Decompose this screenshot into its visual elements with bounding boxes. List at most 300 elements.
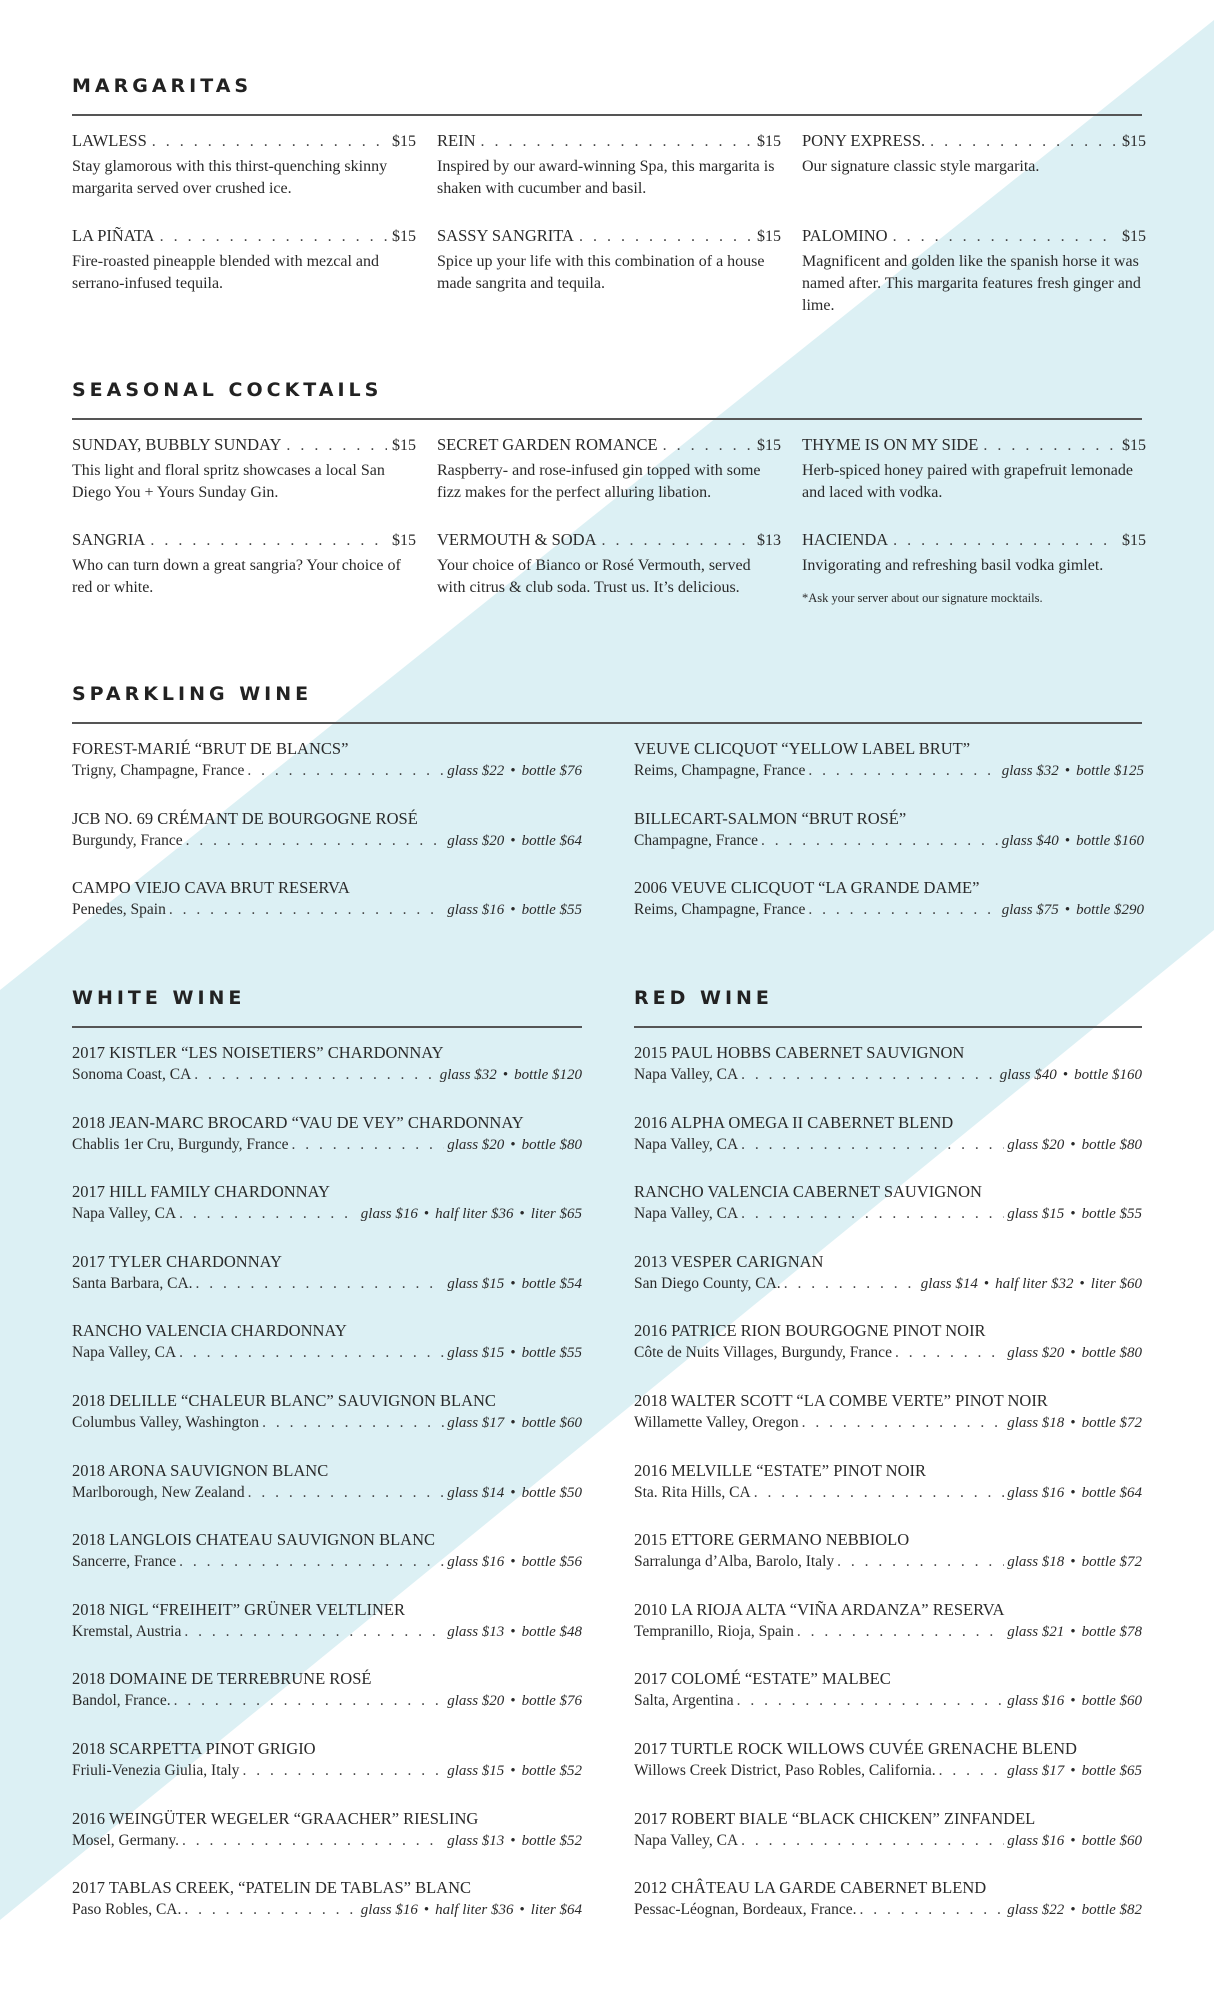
wine-detail-line — [72, 1273, 582, 1295]
wine-detail-line — [634, 1273, 1142, 1295]
menu-item-line — [437, 529, 781, 551]
wine-prices — [1007, 1830, 1142, 1852]
price-separator: • — [1070, 1206, 1076, 1223]
wine-origin: Côte de Nuits Villages, Burgundy, France — [634, 1344, 892, 1362]
section-divider — [72, 418, 1142, 420]
wine-item — [72, 1738, 582, 1808]
wine-detail-line — [72, 1621, 582, 1643]
wine-price: glass $21 — [1007, 1623, 1065, 1640]
wine-origin: Bandol, France. — [72, 1692, 171, 1710]
wine-price: glass $20 — [447, 832, 505, 849]
sparkling-section — [72, 680, 1142, 947]
dot-leader — [761, 830, 999, 852]
wine-prices — [1002, 899, 1144, 921]
wine-origin: Willamette Valley, Oregon — [634, 1413, 799, 1431]
wine-price: liter $64 — [530, 1902, 582, 1919]
wine-title: 2015 PAUL HOBBS CABERNET SAUVIGNON — [634, 1043, 965, 1062]
wine-detail-line — [72, 760, 582, 782]
seasonal-heading: SEASONAL COCKTAILS — [72, 379, 383, 401]
margaritas-grid — [72, 130, 1146, 320]
wine-item — [634, 1320, 1142, 1390]
wine-item — [72, 1251, 582, 1321]
wine-prices — [447, 1342, 582, 1364]
price-separator: • — [510, 832, 516, 849]
menu-item-price: $15 — [392, 133, 416, 150]
menu-item-line — [437, 225, 781, 247]
menu-item-description: Herb-spiced honey paired with grapefruit lemonade and laced with vodka. — [802, 462, 1133, 501]
wine-title: BILLECART-SALMON “BRUT ROSÉ” — [634, 808, 907, 828]
menu-item-description: Magnificent and golden like the spanish horse it was named after. This margarita features fresh ginger and lime. — [802, 253, 1141, 314]
wine-price: bottle $78 — [1081, 1623, 1142, 1640]
wine-origin: Napa Valley, CA — [72, 1205, 177, 1223]
price-separator: • — [510, 1414, 516, 1431]
wine-detail-line — [634, 1203, 1142, 1225]
wine-item — [634, 877, 1144, 947]
menu-item-description: Who can turn down a great sangria? Your choice of red or white. — [72, 557, 401, 596]
wine-item — [72, 1808, 582, 1878]
wine-price: bottle $72 — [1081, 1554, 1142, 1571]
wine-prices — [1007, 1690, 1142, 1712]
dot-leader — [737, 1690, 1005, 1712]
menu-item-name: HACIENDA — [802, 530, 889, 549]
wine-item — [72, 1390, 582, 1460]
wine-detail-line — [634, 1830, 1142, 1852]
wine-item — [72, 1599, 582, 1669]
menu-item-line — [802, 130, 1146, 152]
wine-item — [634, 1738, 1142, 1808]
wine-price: bottle $64 — [521, 832, 582, 849]
price-separator: • — [1070, 1345, 1076, 1362]
menu-item — [437, 529, 781, 624]
wine-price: bottle $76 — [521, 763, 582, 779]
wine-origin: Napa Valley, CA — [634, 1135, 739, 1153]
dot-leader — [741, 1203, 1004, 1225]
wine-prices — [447, 1482, 582, 1504]
wine-origin: Paso Robles, CA. — [72, 1901, 182, 1919]
dot-leader — [602, 530, 752, 551]
price-separator: • — [510, 763, 516, 779]
wine-item — [634, 808, 1144, 878]
wine-detail-line — [634, 1134, 1142, 1156]
price-separator: • — [1070, 1832, 1076, 1849]
dot-leader — [808, 760, 998, 782]
wine-prices — [361, 1203, 582, 1225]
wine-detail-line — [634, 1690, 1142, 1712]
wine-price: glass $15 — [447, 1345, 505, 1362]
wine-prices — [447, 1273, 582, 1295]
seasonal-section — [72, 376, 1146, 624]
wine-price: bottle $55 — [521, 1345, 582, 1362]
menu-item — [802, 434, 1146, 529]
wine-prices — [447, 1830, 582, 1852]
wine-detail-line — [72, 830, 582, 852]
price-separator: • — [510, 1484, 516, 1501]
wine-item — [634, 1599, 1142, 1669]
dot-leader — [741, 1830, 1004, 1852]
dot-leader — [196, 1273, 445, 1295]
wine-price: glass $17 — [447, 1414, 505, 1431]
wine-detail-line — [634, 1412, 1142, 1434]
wine-item — [72, 1529, 582, 1599]
dot-leader — [174, 1690, 445, 1712]
wine-price: bottle $160 — [1074, 1067, 1142, 1083]
wine-price: bottle $72 — [1081, 1414, 1142, 1431]
menu-item-line — [72, 225, 416, 247]
wine-detail-line — [72, 1064, 582, 1086]
wine-detail-line — [634, 1342, 1142, 1364]
dot-leader — [179, 1551, 444, 1573]
dot-leader — [160, 226, 387, 247]
wine-item — [72, 1042, 582, 1112]
dot-leader — [186, 830, 445, 852]
price-separator: • — [519, 1206, 525, 1223]
menu-item-line — [802, 225, 1146, 247]
sparkling-right-column — [634, 738, 1144, 947]
wine-item — [634, 738, 1144, 808]
wine-prices — [1000, 1064, 1142, 1086]
wine-title: 2018 NIGL “FREIHEIT” GRÜNER VELTLINER — [72, 1599, 406, 1619]
wine-title: 2017 TURTLE ROCK WILLOWS CUVÉE GRENACHE BLEND — [634, 1738, 1077, 1758]
wine-prices — [447, 1412, 582, 1434]
wine-price: half liter $36 — [435, 1206, 514, 1223]
margaritas-section — [72, 72, 1146, 320]
wine-price: glass $16 — [1007, 1832, 1065, 1849]
dot-leader — [152, 131, 387, 152]
wine-title: 2015 ETTORE GERMANO NEBBIOLO — [634, 1530, 910, 1550]
wine-price: bottle $125 — [1076, 763, 1144, 779]
price-separator: • — [1064, 763, 1071, 779]
wine-price: glass $22 — [1007, 1902, 1065, 1919]
wine-price: glass $16 — [1007, 1693, 1065, 1710]
price-separator: • — [510, 1762, 516, 1779]
menu-item-name: SASSY SANGRITA — [437, 226, 574, 245]
menu-item — [72, 130, 416, 225]
dot-leader — [741, 1134, 1004, 1156]
price-separator: • — [1070, 1554, 1076, 1571]
dot-leader — [242, 1760, 444, 1782]
wine-title: 2013 VESPER CARIGNAN — [634, 1251, 824, 1271]
wine-title: 2017 KISTLER “LES NOISETIERS” CHARDONNAY — [72, 1043, 444, 1062]
dot-leader — [248, 1482, 445, 1504]
dot-leader — [184, 1899, 357, 1921]
dot-leader — [247, 760, 444, 782]
menu-item-description: Your choice of Bianco or Rosé Vermouth, served with citrus & club soda. Trust us. It’s delicious. — [437, 557, 751, 596]
wine-prices — [1007, 1760, 1142, 1782]
wine-detail-line — [72, 1412, 582, 1434]
dot-leader — [169, 899, 444, 921]
wine-item — [634, 1460, 1142, 1530]
menu-item-name: PONY EXPRESS. — [802, 131, 926, 150]
wine-origin: Friuli-Venezia Giulia, Italy — [72, 1761, 240, 1779]
wine-price: bottle $60 — [1081, 1832, 1142, 1849]
wine-detail-line — [634, 1482, 1142, 1504]
wine-prices — [1007, 1621, 1142, 1643]
wine-price: glass $14 — [447, 1484, 505, 1501]
wine-prices — [447, 1690, 582, 1712]
wine-price: glass $15 — [447, 1275, 505, 1292]
menu-item-name: THYME IS ON MY SIDE — [802, 435, 979, 454]
wine-origin: Marlborough, New Zealand — [72, 1483, 245, 1501]
wine-title: 2016 PATRICE RION BOURGOGNE PINOT NOIR — [634, 1321, 986, 1341]
wine-detail-line — [634, 830, 1144, 852]
wine-title: 2018 ARONA SAUVIGNON BLANC — [72, 1460, 329, 1480]
menu-item-line — [72, 434, 416, 456]
wine-detail-line — [634, 760, 1144, 782]
dot-leader — [182, 1830, 444, 1852]
wine-origin: Tempranillo, Rioja, Spain — [634, 1622, 794, 1640]
wine-item — [634, 1251, 1142, 1321]
dot-leader — [194, 1064, 436, 1086]
dot-leader — [939, 1760, 1005, 1782]
wine-title: 2018 DELILLE “CHALEUR BLANC” SAUVIGNON BLANC — [72, 1390, 496, 1410]
wine-price: glass $32 — [1001, 763, 1059, 779]
wine-price: bottle $80 — [521, 1136, 582, 1153]
wine-price: glass $17 — [1007, 1762, 1065, 1779]
mocktail-note: *Ask your server about our signature mocktails. — [802, 591, 1043, 605]
dot-leader — [895, 1342, 1004, 1364]
red-wine-section — [634, 984, 1142, 1947]
wine-origin: Santa Barbara, CA. — [72, 1274, 193, 1292]
wine-prices — [1007, 1412, 1142, 1434]
wine-detail-line — [634, 899, 1144, 921]
red-wine-heading: RED WINE — [634, 987, 773, 1009]
wine-price: half liter $36 — [435, 1902, 514, 1919]
menu-item-name: REIN — [437, 131, 476, 150]
dot-leader — [286, 435, 387, 456]
wine-price: glass $20 — [447, 1136, 505, 1153]
wine-title: 2017 ROBERT BIALE “BLACK CHICKEN” ZINFANDEL — [634, 1808, 1036, 1828]
wine-origin: Napa Valley, CA — [634, 1205, 739, 1223]
dot-leader — [179, 1203, 358, 1225]
wine-title: RANCHO VALENCIA CHARDONNAY — [72, 1321, 347, 1341]
dot-leader — [983, 435, 1117, 456]
price-separator: • — [510, 1623, 516, 1640]
wine-prices — [1007, 1551, 1142, 1573]
wine-prices — [921, 1273, 1142, 1295]
wine-detail-line — [72, 1551, 582, 1573]
wine-title: 2016 MELVILLE “ESTATE” PINOT NOIR — [634, 1460, 926, 1480]
section-divider — [72, 1026, 582, 1028]
wine-item — [634, 1390, 1142, 1460]
wine-prices — [1007, 1482, 1142, 1504]
menu-item-line — [802, 434, 1146, 456]
wine-price: glass $20 — [1007, 1136, 1065, 1153]
wine-prices — [1002, 830, 1144, 852]
wine-prices — [447, 1134, 582, 1156]
wine-title: 2017 COLOMÉ “ESTATE” MALBEC — [634, 1669, 891, 1689]
menu-item — [72, 225, 416, 320]
wine-title: 2017 HILL FAMILY CHARDONNAY — [72, 1182, 330, 1202]
price-separator: • — [1070, 1762, 1076, 1779]
wine-prices — [440, 1064, 582, 1086]
dot-leader — [797, 1621, 1004, 1643]
wine-price: bottle $54 — [521, 1275, 582, 1292]
price-separator: • — [1062, 1067, 1069, 1083]
price-separator: • — [1070, 1693, 1076, 1710]
price-separator: • — [510, 902, 516, 919]
menu-item-line — [802, 529, 1146, 551]
wine-price: glass $16 — [447, 902, 505, 919]
wine-price: glass $20 — [1007, 1345, 1065, 1362]
menu-item-name: SECRET GARDEN ROMANCE — [437, 435, 658, 454]
price-separator: • — [510, 1136, 516, 1153]
wine-price: glass $75 — [1001, 902, 1059, 919]
menu-item-description: Our signature classic style margarita. — [802, 158, 1040, 175]
wine-title: 2010 LA RIOJA ALTA “VIÑA ARDANZA” RESERVA — [634, 1599, 1005, 1619]
wine-title: 2016 ALPHA OMEGA II CABERNET BLEND — [634, 1112, 954, 1132]
menu-item-description: Spice up your life with this combination of a house made sangrita and tequila. — [437, 253, 765, 292]
white-wine-heading: WHITE WINE — [72, 987, 246, 1009]
wine-price: liter $65 — [530, 1206, 582, 1223]
wine-prices — [447, 1551, 582, 1573]
menu-item-line — [437, 434, 781, 456]
wine-detail-line — [72, 1899, 582, 1921]
wine-detail-line — [634, 1760, 1142, 1782]
wine-origin: Trigny, Champagne, France — [72, 762, 245, 779]
white-wine-list — [72, 1042, 582, 1947]
wine-price: bottle $56 — [521, 1554, 582, 1571]
wine-title: 2016 WEINGÜTER WEGELER “GRAACHER” RIESLING — [72, 1808, 479, 1828]
menu-item-price: $15 — [757, 437, 781, 454]
menu-item-description: Invigorating and refreshing basil vodka gimlet. — [802, 557, 1104, 574]
wine-price: glass $16 — [1007, 1484, 1065, 1501]
dot-leader — [802, 1412, 1005, 1434]
wine-price: bottle $80 — [1081, 1345, 1142, 1362]
dot-leader — [481, 131, 753, 152]
wine-prices — [447, 1760, 582, 1782]
wine-prices — [1007, 1342, 1142, 1364]
dot-leader — [150, 530, 387, 551]
menu-item-price: $15 — [1122, 228, 1146, 245]
wine-detail-line — [72, 1134, 582, 1156]
seasonal-grid — [72, 434, 1146, 624]
wine-price: bottle $76 — [521, 1693, 582, 1710]
wine-origin: Kremstal, Austria — [72, 1622, 182, 1640]
menu-item-price: $15 — [1122, 133, 1146, 150]
menu-item-name: SUNDAY, BUBBLY SUNDAY — [72, 435, 282, 454]
menu-item-price: $15 — [1122, 532, 1146, 549]
price-separator: • — [510, 1693, 516, 1710]
wine-price: bottle $55 — [521, 902, 582, 919]
dot-leader — [579, 226, 752, 247]
wine-prices — [447, 1621, 582, 1643]
white-wine-section — [72, 984, 582, 1947]
wine-detail-line — [72, 1760, 582, 1782]
menu-item-description: Fire-roasted pineapple blended with mezcal and serrano-infused tequila. — [72, 253, 379, 292]
menu-item-description: This light and floral spritz showcases a local San Diego You + Yours Sunday Gin. — [72, 462, 385, 501]
menu-item — [802, 529, 1146, 624]
dot-leader — [837, 1551, 1004, 1573]
wine-price: glass $18 — [1007, 1414, 1065, 1431]
wine-price: bottle $55 — [1081, 1206, 1142, 1223]
wine-title: 2018 JEAN-MARC BROCARD “VAU DE VEY” CHARDONNAY — [72, 1112, 524, 1132]
price-separator: • — [1079, 1275, 1085, 1292]
dot-leader — [262, 1412, 444, 1434]
wine-price: glass $16 — [360, 1206, 418, 1223]
wine-title: RANCHO VALENCIA CABERNET SAUVIGNON — [634, 1182, 982, 1202]
dot-leader — [784, 1273, 918, 1295]
menu-item-name: LAWLESS — [72, 131, 147, 150]
wine-price: glass $40 — [1001, 832, 1059, 849]
margaritas-heading: MARGARITAS — [72, 75, 253, 97]
wine-detail-line — [72, 899, 582, 921]
wine-price: glass $40 — [999, 1067, 1057, 1083]
menu-item — [802, 130, 1146, 225]
wine-prices — [1002, 760, 1144, 782]
price-separator: • — [519, 1902, 525, 1919]
price-separator: • — [510, 1554, 516, 1571]
wine-prices — [1007, 1134, 1142, 1156]
menu-item-price: $15 — [392, 228, 416, 245]
menu-item — [437, 130, 781, 225]
dot-leader — [808, 899, 998, 921]
menu-item-name: LA PIÑATA — [72, 226, 155, 245]
wine-prices — [447, 830, 582, 852]
wine-origin: Willows Creek District, Paso Robles, California. — [634, 1761, 936, 1779]
wine-item — [72, 877, 582, 947]
wine-price: glass $32 — [439, 1067, 497, 1083]
dot-leader — [184, 1621, 444, 1643]
section-divider — [72, 722, 1142, 724]
wine-item — [72, 1112, 582, 1182]
wine-price: bottle $82 — [1081, 1902, 1142, 1919]
wine-prices — [447, 899, 582, 921]
wine-origin: Napa Valley, CA — [634, 1066, 739, 1083]
wine-title: 2017 TYLER CHARDONNAY — [72, 1251, 282, 1271]
wine-item — [72, 738, 582, 808]
wine-origin: Pessac-Léognan, Bordeaux, France. — [634, 1901, 857, 1919]
wine-price: glass $16 — [360, 1902, 418, 1919]
wine-item — [72, 1460, 582, 1530]
wine-detail-line — [72, 1203, 582, 1225]
wine-price: half liter $32 — [995, 1275, 1074, 1292]
dot-leader — [860, 1899, 1005, 1921]
wine-price: bottle $48 — [521, 1623, 582, 1640]
wine-item — [72, 1668, 582, 1738]
wine-title: 2018 SCARPETTA PINOT GRIGIO — [72, 1738, 316, 1758]
wine-title: CAMPO VIEJO CAVA BRUT RESERVA — [72, 878, 350, 898]
menu-item-price: $15 — [1122, 437, 1146, 454]
wine-item — [72, 1877, 582, 1947]
wine-title: JCB NO. 69 CRÉMANT DE BOURGOGNE ROSÉ — [72, 808, 418, 828]
wine-detail-line — [72, 1690, 582, 1712]
wine-item — [72, 808, 582, 878]
wine-item — [634, 1668, 1142, 1738]
price-separator: • — [502, 1067, 509, 1083]
price-separator: • — [1070, 1623, 1076, 1640]
wine-origin: Champagne, France — [634, 831, 758, 849]
dot-leader — [930, 131, 1117, 152]
menu-item-price: $15 — [392, 437, 416, 454]
price-separator: • — [1070, 1484, 1076, 1501]
wine-origin: Penedes, Spain — [72, 901, 166, 919]
wine-price: bottle $52 — [521, 1832, 582, 1849]
wine-origin: Burgundy, France — [72, 831, 183, 849]
wine-origin: Napa Valley, CA — [634, 1831, 739, 1849]
wine-detail-line — [634, 1621, 1142, 1643]
wine-origin: Reims, Champagne, France — [634, 901, 806, 919]
wine-origin: Napa Valley, CA — [72, 1344, 177, 1362]
menu-item-line — [437, 130, 781, 152]
wine-origin: Mosel, Germany. — [72, 1831, 180, 1849]
wine-price: bottle $50 — [521, 1484, 582, 1501]
wine-price: glass $18 — [1007, 1554, 1065, 1571]
wine-detail-line — [72, 1482, 582, 1504]
menu-item-description: Raspberry- and rose-infused gin topped with some fizz makes for the perfect alluring libation. — [437, 462, 761, 501]
menu-item-description: Inspired by our award-winning Spa, this margarita is shaken with cucumber and basil. — [437, 158, 775, 197]
wine-title: 2018 DOMAINE DE TERREBRUNE ROSÉ — [72, 1669, 372, 1689]
wine-price: glass $13 — [447, 1623, 505, 1640]
